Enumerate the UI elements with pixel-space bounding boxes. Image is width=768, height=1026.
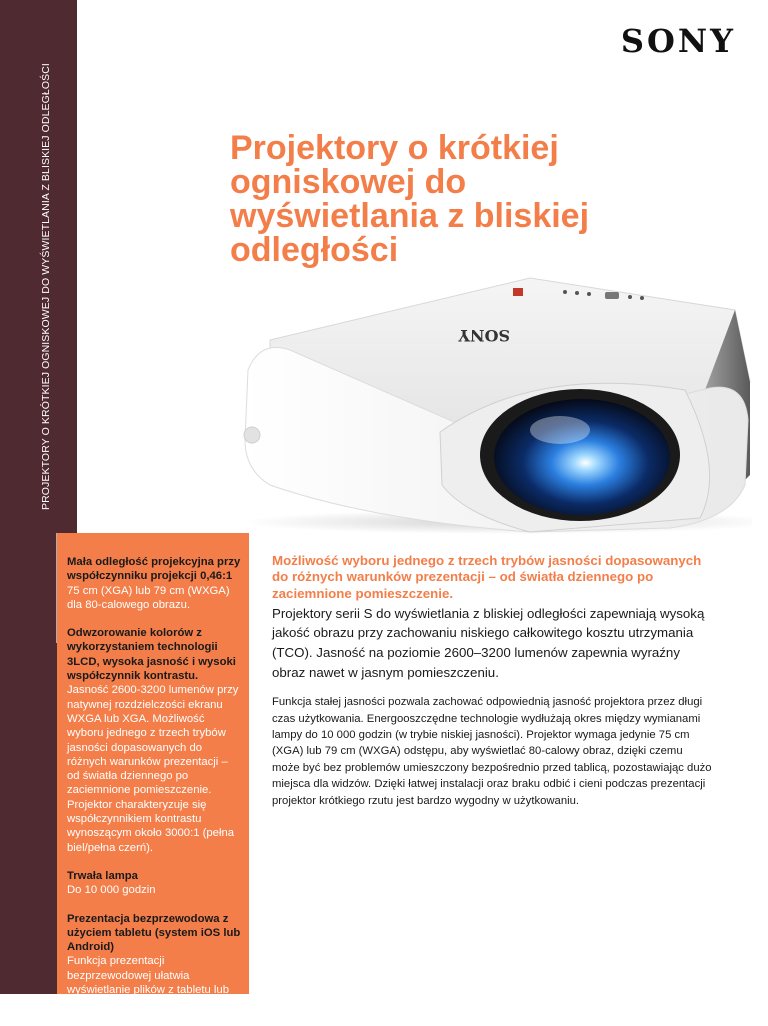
- page-title: Projektory o krótkiej ogniskowej do wyświetlania z bliskiej odległości: [230, 128, 590, 269]
- feature-text: Funkcja prezentacji bezprzewodowej ułatwia wyświetlanie plików z tabletu lub smartfonu (moduł opcjonalny).: [67, 955, 230, 1011]
- feature-heading: Prezentacja bezprzewodowa z użyciem tabletu (system iOS lub Android): [67, 912, 241, 954]
- lead-heading: Możliwość wyboru jednego z trzech trybów jasności dopasowanych do różnych warunków prezentacji – od światła dziennego po zaciemnione pomieszczenie.: [272, 553, 702, 601]
- feature-item: [67, 912, 242, 1012]
- projector-image: [230, 270, 752, 535]
- feature-text: Jasność 2600-3200 lumenów przy natywnej rozdzielczości ekranu WXGA lub XGA. Możliwość wyboru jednego z trzech trybów jasności dopasowanych do różnych warunków prezentacji – od światła dziennego po zaciemnione pomieszczenie. Projektor charakteryzuje się współczynnikiem kontrastu wynoszącym około 3000:1 (pełna biel/pełna czerń).: [67, 684, 239, 854]
- feature-item: [67, 626, 242, 855]
- lead-paragraph: Projektory serii S do wyświetlania z bliskiej odległości zapewniają wysoką jakość obrazu przy zachowaniu niskiego całkowitego kosztu utrzymania (TCO). Jasność na poziomie 2600–3200 lumenów zapewnia wyraźny obraz nawet w jasnym pomieszczeniu.: [272, 605, 705, 680]
- projector-brand-mark: SONY: [458, 326, 510, 345]
- feature-text: 75 cm (XGA) lub 79 cm (WXGA) dla 80-calowego obrazu.: [67, 584, 230, 611]
- body-paragraph: Funkcja stałej jasności pozwala zachować odpowiednią jasność projektora przez długi czas użytkowania. Energooszczędne technologie wydłużają okres między wymianami lampy do 10 000 godzin (w trybie niskiej jasności). Projektor wymaga jedynie 75 cm (XGA) lub 79 cm (WXGA) odstępu, aby wyświetlać 80-calowy obraz, dzięki czemu może być bez problemów umieszczony bezpośrednio przed tablicą, pozostawiając dużo miejsca dla widzów. Dzięki łatwej instalacji oraz braku odbić i cieni podczas prezentacji projektor krótkiego rzutu jest bardzo wygodny w użytkowaniu.: [272, 696, 712, 807]
- sony-logo: SONY: [620, 22, 736, 60]
- feature-item: [67, 555, 242, 612]
- feature-text: Do 10 000 godzin: [67, 884, 156, 897]
- feature-heading: Trwała lampa: [67, 869, 138, 882]
- feature-list: [67, 555, 242, 1026]
- feature-item: [67, 869, 242, 898]
- feature-heading: Mała odległość projekcyjna przy współczynniku projekcji 0,46:1: [67, 556, 241, 583]
- main-content: [272, 553, 712, 809]
- feature-heading: Odwzorowanie kolorów z wykorzystaniem technologii 3LCD, wysoka jasność i wysoki współczynnik kontrastu.: [67, 627, 236, 683]
- vertical-document-title: PROJEKTORY O KRÓTKIEJ OGNISKOWEJ DO WYŚWIETLANIA Z BLISKIEJ ODLEGŁOŚCI: [40, 63, 52, 510]
